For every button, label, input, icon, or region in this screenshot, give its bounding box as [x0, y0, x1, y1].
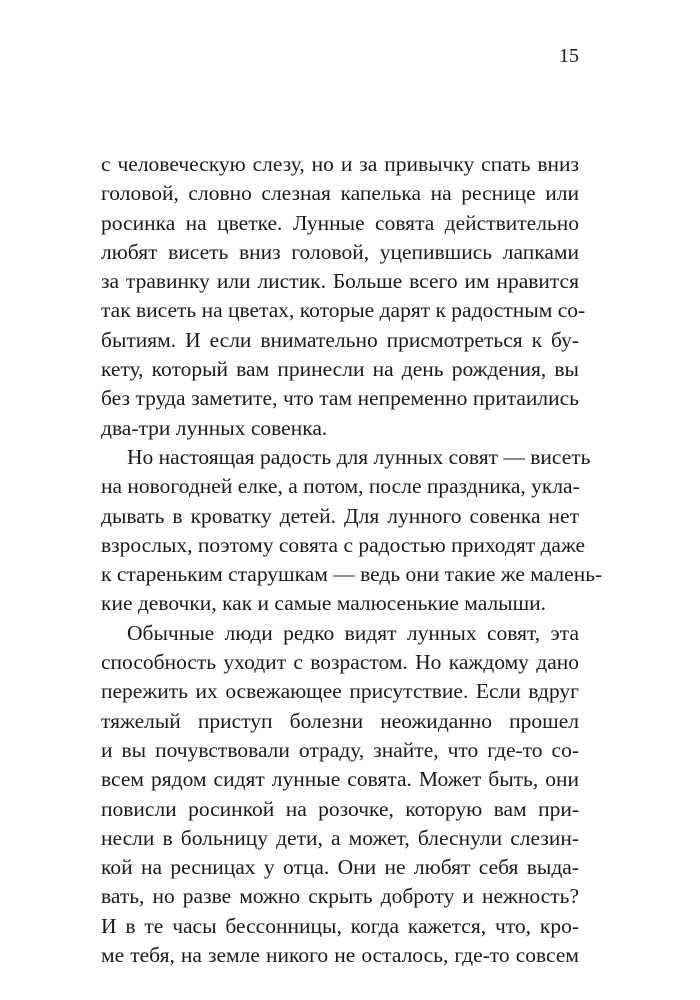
text-line: повисли росинкой на розочке, которую вам при-: [101, 796, 579, 821]
text-line: вать, но разве можно скрыть доброту и нежность?: [101, 884, 579, 909]
text-line: кие девочки, как и самые малюсенькие малыши.: [101, 591, 547, 616]
text-line: с человеческую слезу, но и за привычку спать вниз: [101, 152, 579, 176]
text-line: к стареньким старушкам — ведь они такие же малень-: [101, 562, 603, 587]
text-line: любят висеть вниз головой, уцепившись лапками: [101, 239, 579, 264]
text-line: на новогодней елке, а потом, после праздника, укла-: [101, 474, 580, 499]
text-line: способность уходит с возрастом. Но каждому дано: [101, 650, 579, 675]
text-line: росинка на цветке. Лунные совята действительно: [101, 210, 579, 235]
text-line: всем рядом сидят лунные совята. Может быть, они: [101, 767, 579, 792]
text-line: два-три лунных совенка.: [101, 415, 328, 440]
paragraph-2: [101, 443, 603, 619]
text-line: Обычные люди редко видят лунных совят, эта: [127, 620, 579, 645]
text-line: дывать в кроватку детей. Для лунного совенка нет: [101, 503, 579, 528]
text-line: Но настоящая радость для лунных совят — висеть: [127, 444, 591, 469]
text-line: взрослых, поэтому совята с радостью приходят даже: [101, 532, 586, 557]
text-line: головой, словно слезная капелька на реснице или: [101, 181, 579, 206]
text-line: кету, который вам принесли на день рождения, вы: [101, 357, 579, 382]
text-line: за травинку или листик. Больше всего им нравится: [101, 269, 579, 294]
text-line: ме тебя, на земле никого не осталось, где-то совсем: [101, 943, 579, 968]
text-line: кой на ресницах у отца. Они не любят себя выда-: [101, 855, 579, 880]
text-line: и вы почувствовали отраду, знайте, что где-то со-: [101, 737, 579, 762]
text-line: бытиям. И если внимательно присмотреться к бу-: [101, 327, 579, 352]
body-text: [101, 150, 603, 970]
paragraph-3: [101, 619, 579, 971]
text-line: несли в больницу дети, а может, блеснули слезин-: [101, 825, 579, 850]
page-number: 15: [559, 45, 579, 67]
text-line: так висеть на цветах, которые дарят к радостным со-: [101, 298, 586, 323]
paragraph-1: [101, 150, 586, 443]
text-line: пережить их освежающее присутствие. Если вдруг: [101, 679, 579, 704]
text-line: И в те часы бессонницы, когда кажется, что, кро-: [101, 913, 579, 938]
text-line: без труда заметите, что там непременно притаились: [101, 386, 579, 411]
text-line: тяжелый приступ болезни неожиданно прошел: [101, 708, 579, 733]
